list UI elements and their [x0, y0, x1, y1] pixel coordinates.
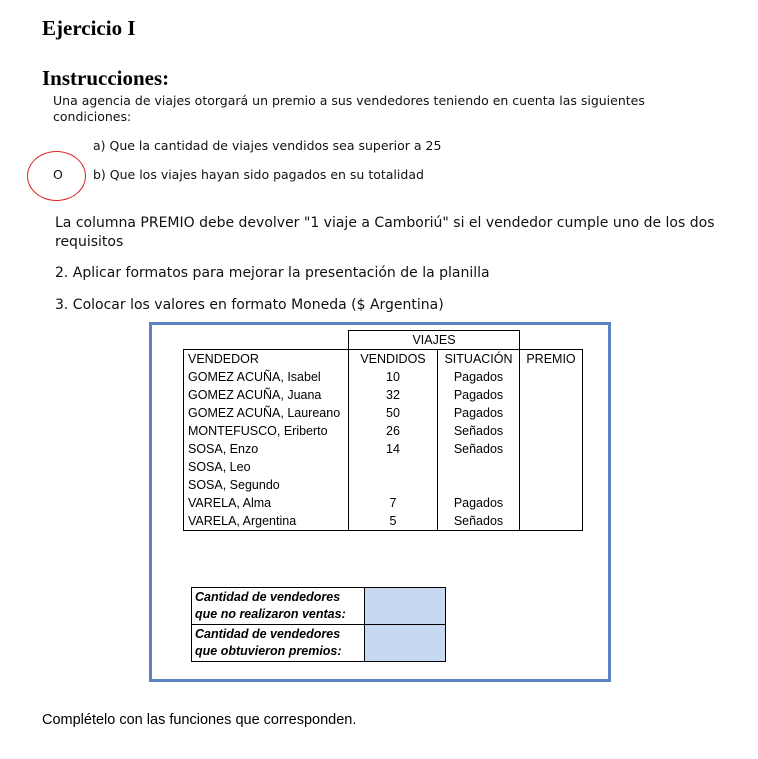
cell-premio [520, 368, 583, 386]
exercise-title: Ejercicio I [42, 16, 136, 40]
cell-vendidos: 26 [349, 422, 438, 440]
cell-situacion: Pagados [438, 368, 520, 386]
cell-vendedor: MONTEFUSCO, Eriberto [184, 422, 349, 440]
table-row [184, 368, 583, 386]
cell-vendidos [349, 458, 438, 476]
cell-premio [520, 404, 583, 422]
table-row [184, 422, 583, 440]
cell-situacion [438, 458, 520, 476]
cell-situacion: Pagados [438, 404, 520, 422]
premio-line-1: La columna PREMIO debe devolver "1 viaje a Camboriú" si el vendedor cumple uno de los dos [55, 215, 715, 231]
connector-text: O [53, 167, 63, 182]
cell-situacion: Pagados [438, 386, 520, 404]
cell-situacion: Señados [438, 512, 520, 531]
viajes-table [183, 330, 583, 531]
cell-vendedor: SOSA, Leo [184, 458, 349, 476]
header-situacion: SITUACIÓN [438, 350, 520, 369]
table-row [184, 440, 583, 458]
summary-label-no-sales: Cantidad de vendedores que no realizaron ventas: [192, 588, 365, 625]
cell-vendidos [349, 476, 438, 494]
header-premio: PREMIO [520, 350, 583, 369]
cell-vendedor: GOMEZ ACUÑA, Juana [184, 386, 349, 404]
summary-label-prizes: Cantidad de vendedores que obtuvieron premios: [192, 625, 365, 662]
cell-premio [520, 440, 583, 458]
cell-situacion: Señados [438, 422, 520, 440]
table-row [184, 476, 583, 494]
table-row [184, 404, 583, 422]
cell-premio [520, 422, 583, 440]
cell-vendidos: 10 [349, 368, 438, 386]
cell-vendidos: 5 [349, 512, 438, 531]
premio-line-2: requisitos [55, 234, 124, 250]
instructions-heading: Instrucciones: [42, 66, 170, 90]
cell-premio [520, 458, 583, 476]
cell-vendedor: SOSA, Enzo [184, 440, 349, 458]
intro-line-1: Una agencia de viajes otorgará un premio a sus vendedores teniendo en cuenta las siguientes [53, 93, 645, 108]
table-row [184, 386, 583, 404]
cell-vendedor: GOMEZ ACUÑA, Isabel [184, 368, 349, 386]
footer-text: Complételo con las funciones que corresponden. [42, 712, 357, 728]
cell-situacion: Señados [438, 440, 520, 458]
cell-vendedor: VARELA, Alma [184, 494, 349, 512]
cell-premio [520, 476, 583, 494]
cell-vendidos: 7 [349, 494, 438, 512]
cell-vendedor: VARELA, Argentina [184, 512, 349, 531]
cell-vendidos: 50 [349, 404, 438, 422]
header-vendidos: VENDIDOS [349, 350, 438, 369]
cell-vendidos: 32 [349, 386, 438, 404]
summary-table [191, 587, 446, 662]
step-2: 2. Aplicar formatos para mejorar la presentación de la planilla [55, 265, 490, 281]
cell-vendedor: SOSA, Segundo [184, 476, 349, 494]
cell-premio [520, 512, 583, 531]
intro-line-2: condiciones: [53, 109, 132, 124]
cell-situacion [438, 476, 520, 494]
cell-vendedor: GOMEZ ACUÑA, Laureano [184, 404, 349, 422]
step-3: 3. Colocar los valores en formato Moneda ($ Argentina) [55, 297, 444, 313]
summary-value-no-sales[interactable] [365, 588, 446, 625]
table-row [184, 512, 583, 531]
condition-a: a) Que la cantidad de viajes vendidos sea superior a 25 [93, 138, 442, 153]
group-header-viajes: VIAJES [349, 331, 520, 350]
cell-premio [520, 494, 583, 512]
table-row [184, 458, 583, 476]
header-vendedor: VENDEDOR [184, 350, 349, 369]
condition-b: b) Que los viajes hayan sido pagados en su totalidad [93, 167, 424, 182]
cell-vendidos: 14 [349, 440, 438, 458]
cell-situacion: Pagados [438, 494, 520, 512]
cell-premio [520, 386, 583, 404]
table-row [184, 494, 583, 512]
summary-value-prizes[interactable] [365, 625, 446, 662]
